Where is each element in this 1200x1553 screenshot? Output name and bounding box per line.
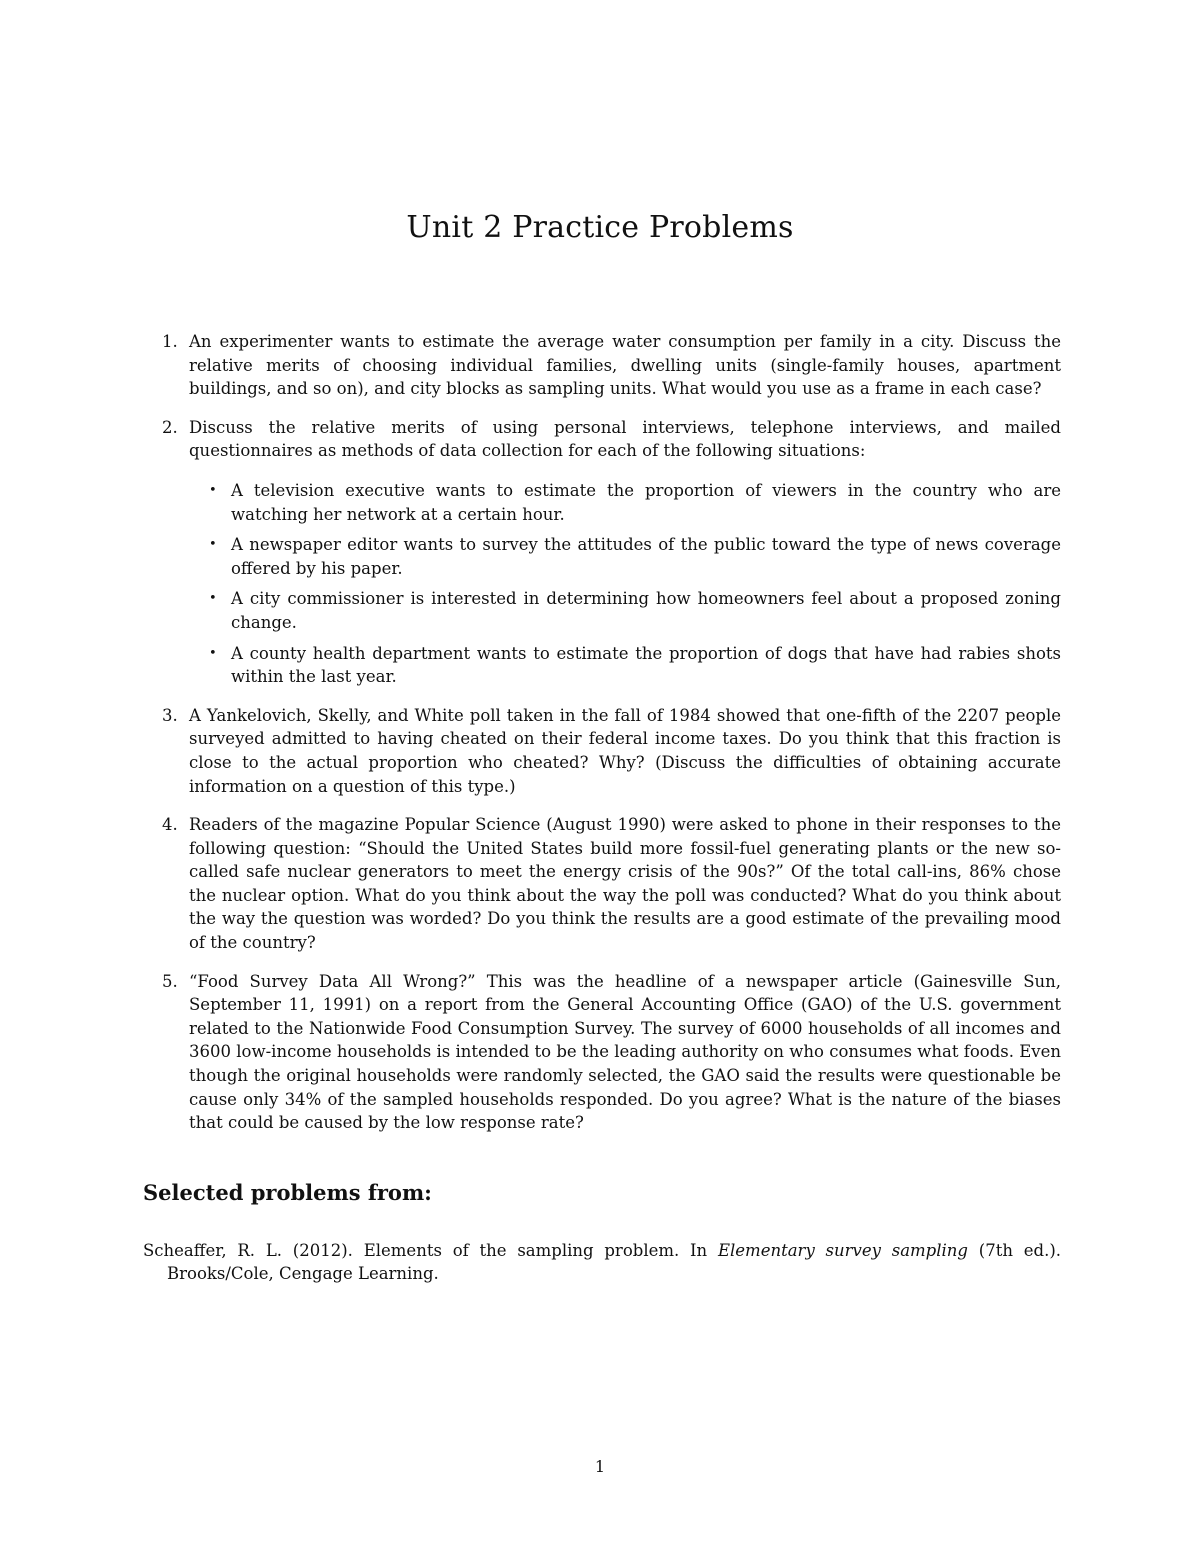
bullet-icon: • [209, 591, 217, 607]
situation-text: A county health department wants to estimate the proportion of dogs that have had rabies shots within the last year. [231, 643, 1061, 687]
situation-item [189, 642, 1061, 689]
problem-item-4 [143, 813, 1061, 955]
situation-item [189, 533, 1061, 580]
situation-text: A newspaper editor wants to survey the attitudes of the public toward the type of news coverage offered by his paper. [231, 535, 1061, 578]
reference-entry [143, 1239, 1061, 1286]
problem-list [143, 330, 1061, 1135]
problem-number: 4. [162, 815, 178, 835]
problem-number: 5. [162, 971, 178, 991]
references-heading: Selected problems from: [143, 1180, 432, 1205]
problem-number: 1. [162, 332, 178, 351]
problem-item-3 [143, 704, 1061, 798]
reference-book-title: Elementary survey sampling [717, 1240, 968, 1260]
problem-number: 3. [162, 705, 178, 725]
bullet-icon: • [209, 645, 217, 661]
problems-section [143, 330, 1061, 1150]
situation-item [189, 587, 1061, 634]
problem-text: A Yankelovich, Skelly, and White poll taken in the fall of 1984 showed that one-fifth of the 2207 people surveyed admitted to having cheated on their federal income taxes. Do you think that this fraction is close to the actual proportion who cheated? Why? (Discuss the difficulties of obtaining accurate information on a question of this type.) [189, 705, 1061, 796]
problem-item-5 [143, 970, 1061, 1135]
reference-text-start: Scheaffer, R. L. (2012). Elements of the sampling problem. In [143, 1240, 718, 1260]
situation-item [189, 479, 1061, 526]
situation-text: A television executive wants to estimate the proportion of viewers in the country who are watching her network at a certain hour. [231, 480, 1061, 524]
page-number: 1 [594, 1457, 606, 1476]
situation-list [189, 479, 1061, 689]
reference-text-end: (7th ed.). Brooks/Cole, Cengage Learning. [167, 1240, 1061, 1284]
page-title: Unit 2 Practice Problems [406, 210, 794, 245]
problem-text: Discuss the relative merits of using personal interviews, telephone interviews, and mailed questionnaires as methods of data collection for each of the following situations: [189, 417, 1061, 461]
problem-text: An experimenter wants to estimate the average water consumption per family in a city. Discuss the relative merits of choosing individual families, dwelling units (single-family houses, apartment buildings, and so on), and city blocks as sampling units. What would you use as a frame in each case? [189, 332, 1061, 399]
problem-text: Readers of the magazine Popular Science (August 1990) were asked to phone in their responses to the following question: “Should the United States build more fossil-fuel generating plants or the new so-called safe nuclear generators to meet the energy crisis of the 90s?” Of the total call-ins, 86% chose the nuclear option. What do you think about the way the poll was conducted? What do you think about the way the question was worded? Do you think the results are a good estimate of the prevailing mood of the country? [189, 815, 1061, 953]
problem-item-2 [143, 416, 1061, 689]
situation-text: A city commissioner is interested in determining how homeowners feel about a proposed zoning change. [231, 589, 1061, 632]
problem-text: “Food Survey Data All Wrong?” This was the headline of a newspaper article (Gainesville Sun, September 11, 1991) on a report from the General Accounting Office (GAO) of the U.S. government related to the Nationwide Food Consumption Survey. The survey of 6000 households of all incomes and 3600 low-income households is intended to be the leading authority on who consumes what foods. Even though the original households were randomly selected, the GAO said the results were questionable be cause only 34% of the sampled households responded. Do you agree? What is the nature of the biases that could be caused by the low response rate? [189, 971, 1061, 1133]
problem-number: 2. [162, 417, 178, 437]
problem-item-1 [143, 330, 1061, 401]
bullet-icon: • [209, 537, 217, 553]
bullet-icon: • [209, 482, 217, 498]
